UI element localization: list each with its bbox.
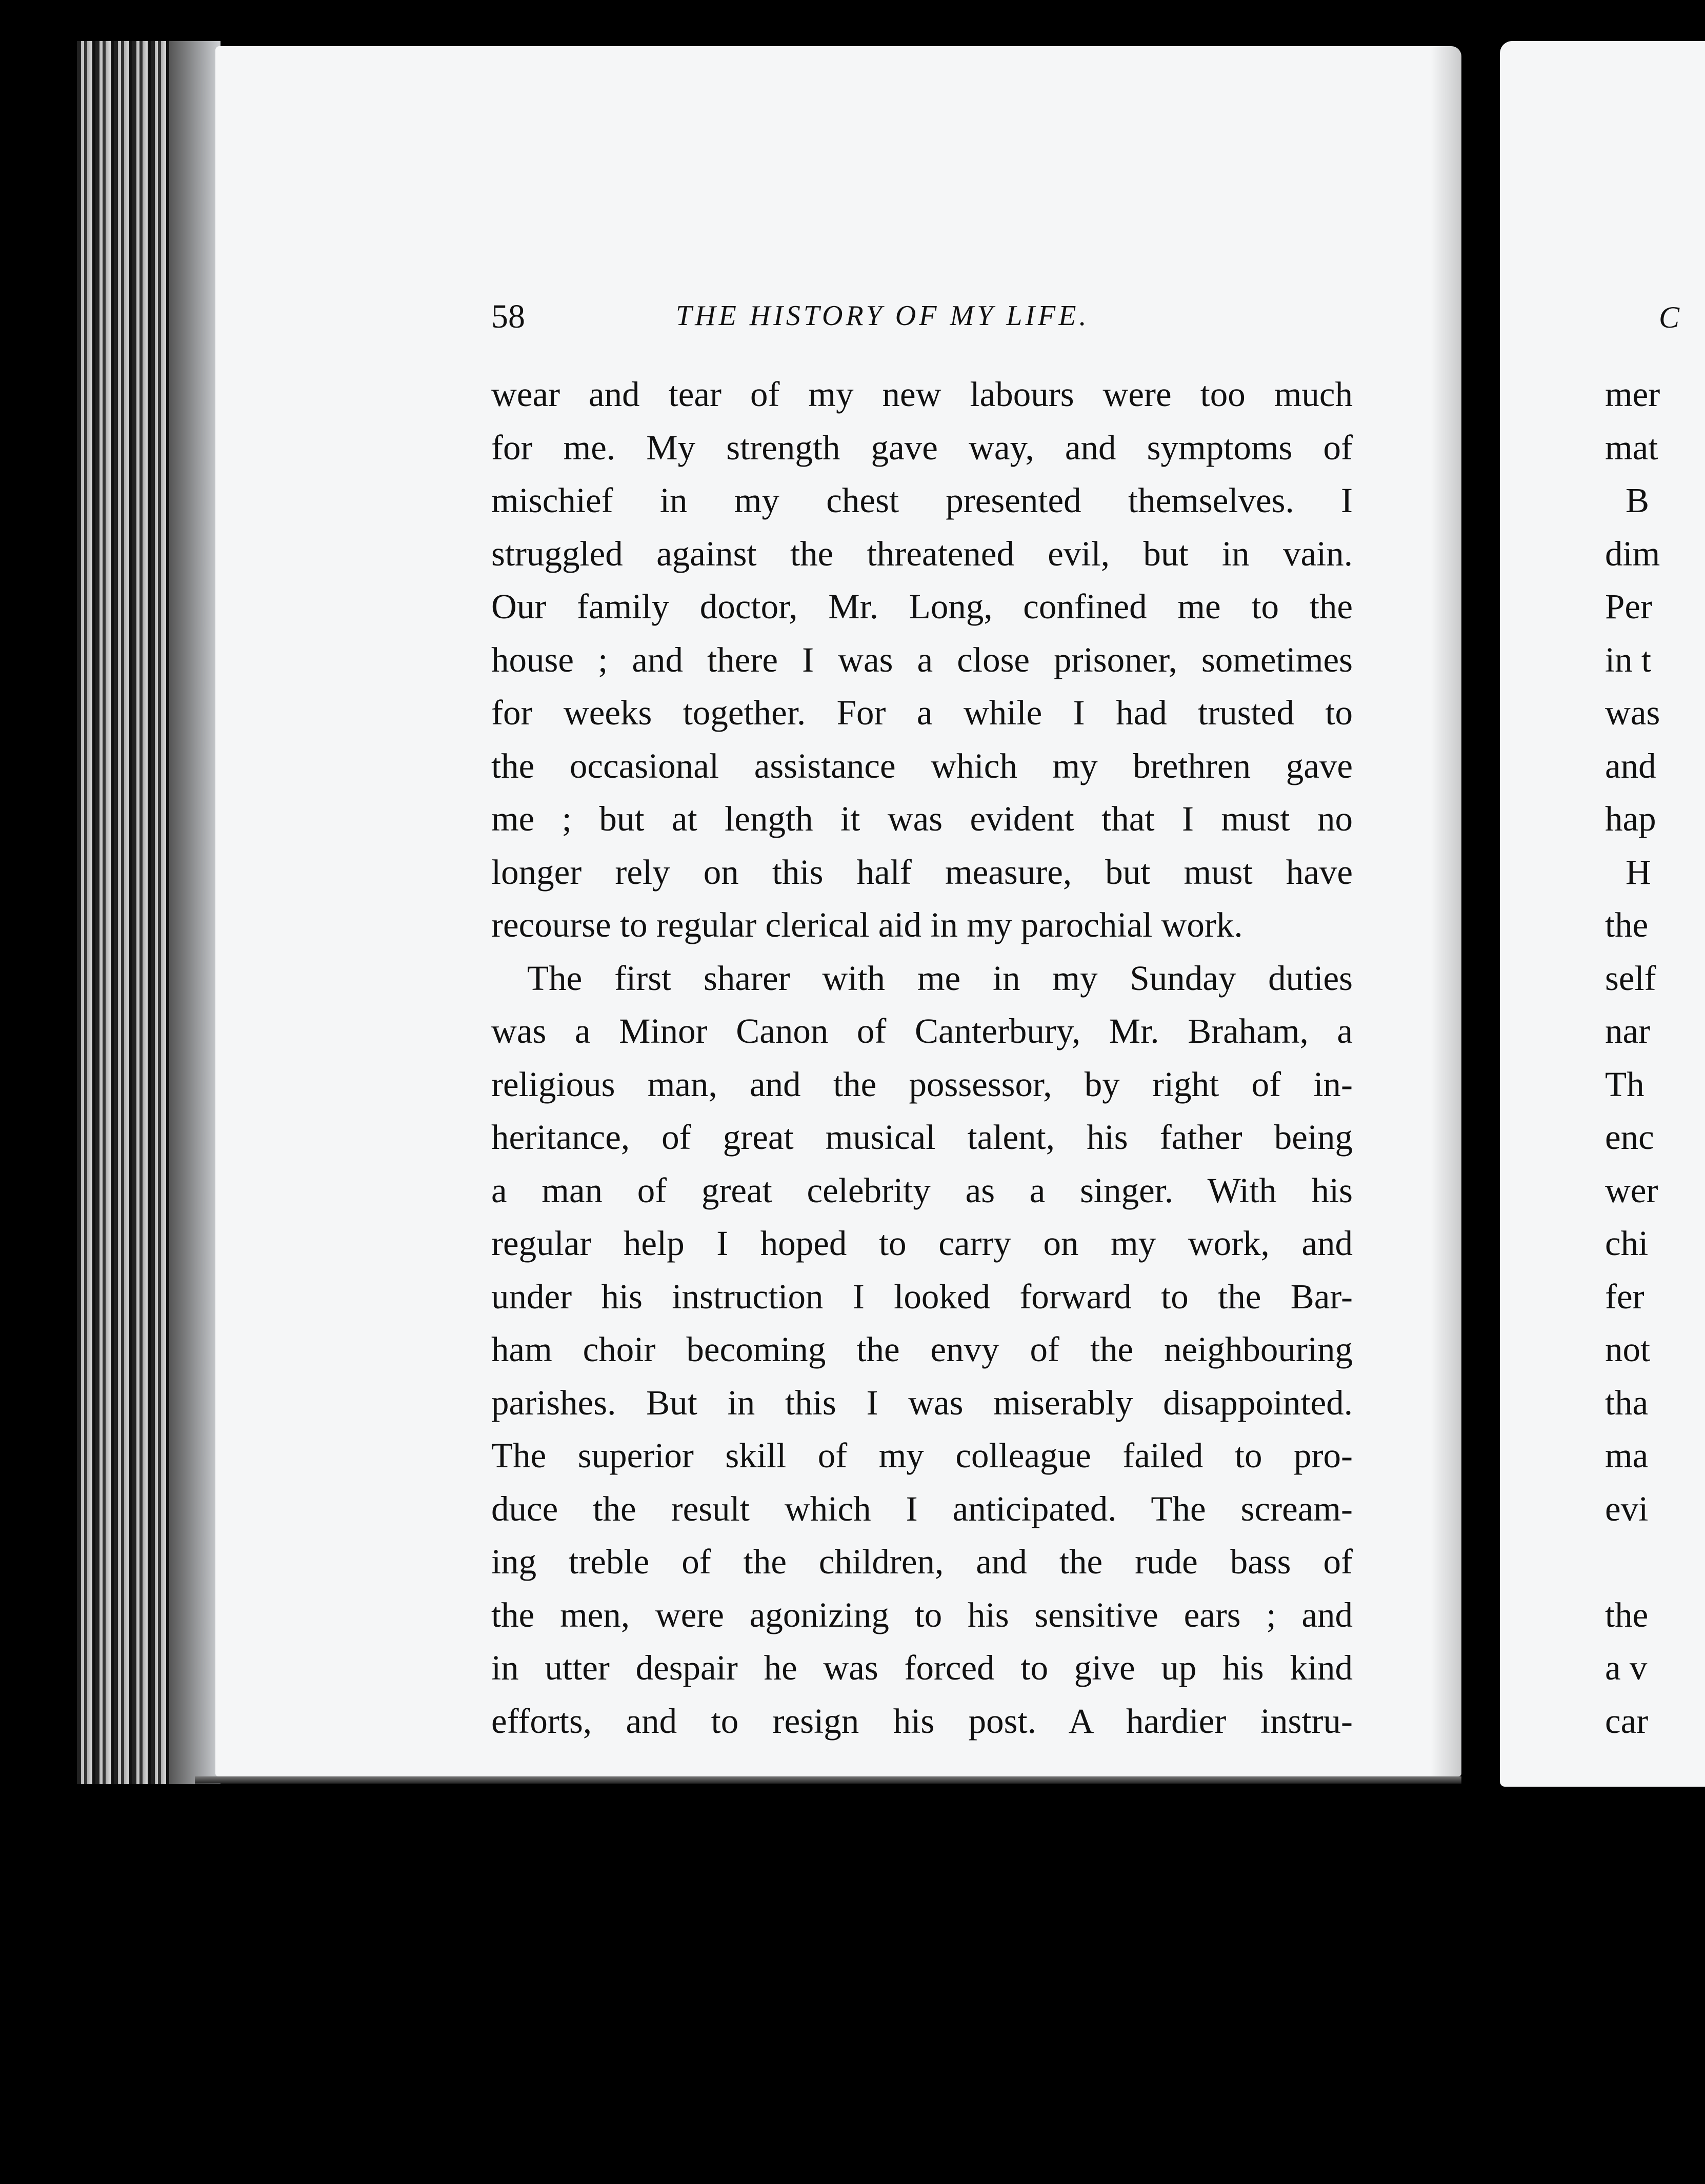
facing-line-fragment: chi [1605, 1224, 1649, 1263]
text-line: recourse to regular clerical aid in my parochial work. [491, 905, 1243, 944]
text-line: the occasional assistance which my brethren gave [491, 746, 1353, 785]
facing-line-fragment: the [1605, 905, 1649, 944]
page-header [491, 297, 1168, 338]
text-line: The first sharer with me in my Sunday duties [527, 958, 1353, 998]
text-line: heritance, of great musical talent, his father being [491, 1118, 1353, 1157]
text-line: in utter despair he was forced to give up his kind [491, 1648, 1353, 1687]
text-line: ham choir becoming the envy of the neighbouring [491, 1330, 1353, 1369]
facing-line-fragment [1605, 1535, 1672, 1589]
facing-page-text [1605, 368, 1672, 1748]
facing-line-fragment: enc [1605, 1118, 1654, 1157]
facing-line-fragment: mat [1605, 428, 1658, 467]
facing-line-fragment: H [1626, 852, 1651, 892]
text-line: religious man, and the possessor, by right of in- [491, 1064, 1353, 1104]
facing-line-fragment: and [1605, 746, 1656, 785]
facing-line-fragment: was [1605, 693, 1660, 732]
text-line: house ; and there I was a close prisoner, sometimes [491, 640, 1353, 679]
page-number: 58 [491, 298, 525, 335]
page-edges-shade [169, 41, 220, 1784]
facing-line-fragment: car [1605, 1701, 1649, 1741]
body-text [491, 368, 1353, 1748]
facing-line-fragment: self [1605, 958, 1656, 998]
facing-line-fragment: fer [1605, 1277, 1644, 1316]
text-line: a man of great celebrity as a singer. With his [491, 1170, 1353, 1210]
facing-line-fragment: evi [1605, 1489, 1649, 1528]
text-line: for weeks together. For a while I had trusted to [491, 693, 1353, 732]
text-line: longer rely on this half measure, but must have [491, 852, 1353, 892]
facing-line-fragment: not [1605, 1330, 1651, 1369]
text-line: was a Minor Canon of Canterbury, Mr. Braham, a [491, 1012, 1353, 1050]
facing-line-fragment: a v [1605, 1648, 1648, 1687]
facing-line-fragment: in t [1605, 640, 1652, 679]
facing-line-fragment: wer [1605, 1170, 1658, 1210]
facing-page-header-fragment: C [1659, 300, 1680, 334]
page-edges-bottom [195, 1776, 1461, 1784]
text-line: ing treble of the children, and the rude bass of [491, 1542, 1353, 1581]
text-line: under his instruction I looked forward to the Bar- [491, 1277, 1353, 1316]
text-line: duce the result which I anticipated. The scream- [491, 1489, 1353, 1528]
running-title: THE HISTORY OF MY LIFE. [676, 300, 1090, 332]
text-line: for me. My strength gave way, and symptoms of [491, 428, 1353, 467]
facing-line-fragment: Per [1605, 587, 1652, 626]
text-line: regular help I hoped to carry on my work, and [491, 1224, 1353, 1263]
facing-line-fragment: mer [1605, 375, 1660, 414]
text-line: efforts, and to resign his post. A hardier instru- [491, 1701, 1353, 1741]
facing-line-fragment: ma [1605, 1436, 1649, 1475]
facing-line-fragment: hap [1605, 799, 1656, 838]
facing-line-fragment: nar [1605, 1012, 1651, 1050]
text-line: wear and tear of my new labours were too much [491, 375, 1353, 414]
text-line: struggled against the threatened evil, but in vain. [491, 534, 1353, 573]
facing-line-fragment: Th [1605, 1064, 1644, 1104]
text-line: parishes. But in this I was miserably disappointed. [491, 1383, 1353, 1422]
facing-line-fragment: B [1626, 481, 1650, 520]
facing-line-fragment: dim [1605, 534, 1660, 573]
text-line: The superior skill of my colleague failed to pro- [491, 1436, 1353, 1475]
text-line: me ; but at length it was evident that I must no [491, 799, 1353, 838]
text-line: mischief in my chest presented themselves. I [491, 481, 1353, 520]
facing-line-fragment: the [1605, 1595, 1649, 1634]
facing-line-fragment: tha [1605, 1383, 1649, 1422]
text-line: the men, were agonizing to his sensitive ears ; and [491, 1595, 1353, 1634]
text-line: Our family doctor, Mr. Long, confined me to the [491, 587, 1353, 626]
